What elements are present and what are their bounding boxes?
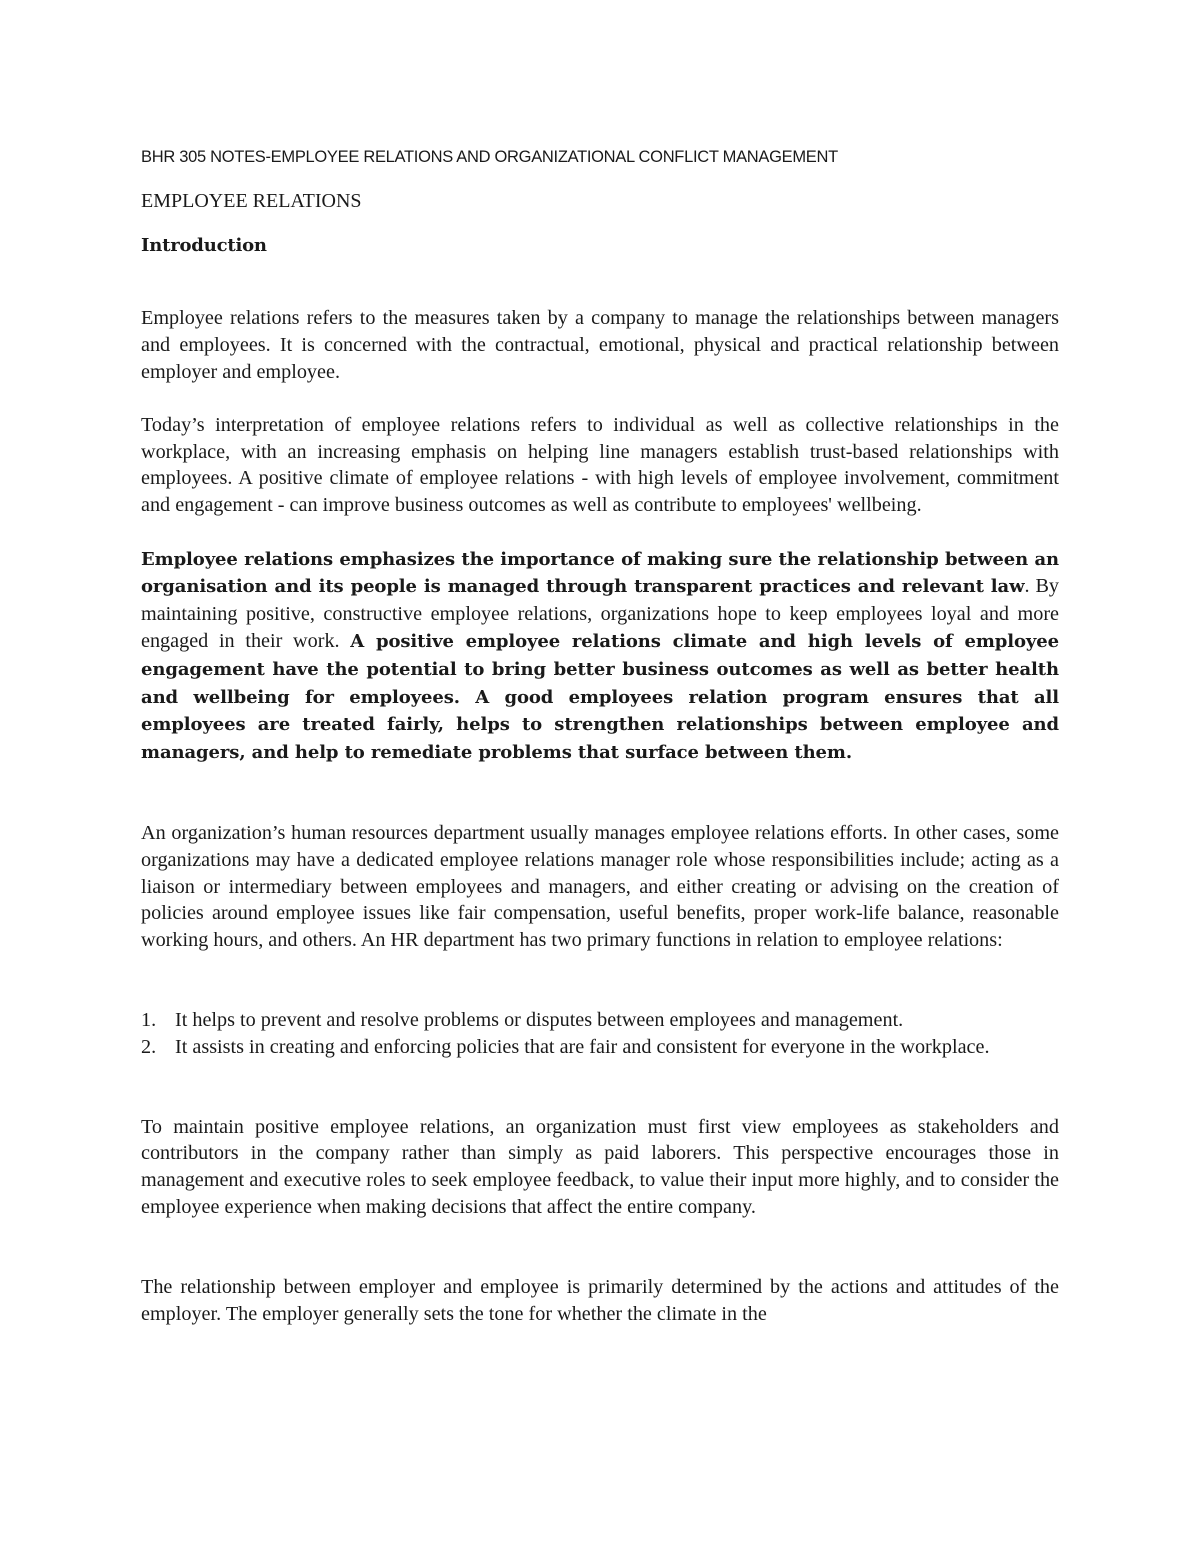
paragraph-6: The relationship between employer and employee is primarily determined by the actions and attitudes of the employer. The employer generally sets the tone for whether the climate in the (141, 1275, 1059, 1325)
paragraph-1: Employee relations refers to the measures taken by a company to manage the relationships between managers and employees. It is concerned with the contractual, emotional, physical and practical relationship between employer and employee. (141, 307, 1059, 383)
course-title: BHR 305 NOTES-EMPLOYEE RELATIONS AND ORGANIZATIONAL CONFLICT MANAGEMENT (141, 148, 838, 166)
paragraph-4: An organization’s human resources department usually manages employee relations efforts. In other cases, some organizations may have a dedicated employee relations manager role whose responsibilities include; acting as a liaison or intermediary between employees and managers, and either creating or advising on the creation of policies around employee issues like fair compensation, useful benefits, proper work-life balance, reasonable working hours, and others. An HR department has two primary functions in relation to employee relations: (141, 821, 1059, 952)
paragraph-3-normal-1: . By maintaining positive, constructive employee relations, organizations hope to keep employees loyal and more engaged in their work. (141, 575, 1060, 652)
document-body (141, 305, 1059, 1327)
list-item-text: It assists in creating and enforcing policies that are fair and consistent for everyone in the workplace. (175, 1035, 990, 1058)
functions-list (141, 1007, 1059, 1061)
section-heading: EMPLOYEE RELATIONS (141, 190, 362, 212)
sub-heading: Introduction (141, 235, 267, 256)
paragraph-5: To maintain positive employee relations, an organization must first view employees as stakeholders and contributors in the company rather than simply as paid laborers. This perspective encourages those in management and executive roles to seek employee feedback, to value their input more highly, and to consider the employee experience when making decisions that affect the entire company. (141, 1115, 1059, 1218)
list-item (141, 1007, 1059, 1034)
paragraph-3-bold-1: Employee relations emphasizes the importance of making sure the relationship between an organisation and its people is managed through transparent practices and relevant law (141, 548, 1059, 598)
list-item-text: It helps to prevent and resolve problems or disputes between employees and management. (175, 1008, 904, 1031)
paragraph-3-bold-2: A positive employee relations climate and high levels of employee engagement have the potential to bring better business outcomes as well as better health and wellbeing for employees. A good employees relation program ensures that all employees are treated fairly, helps to strengthen relationships between employee and managers, and help to remediate problems that surface between them. (141, 630, 1059, 764)
paragraph-2: Today’s interpretation of employee relations refers to individual as well as collective relationships in the workplace, with an increasing emphasis on helping line managers establish trust-based relationships with employees. A positive climate of employee relations - with high levels of employee involvement, commitment and engagement - can improve business outcomes as well as contribute to employees' wellbeing. (141, 413, 1059, 517)
list-item-number: 1. (141, 1008, 157, 1031)
list-item (141, 1034, 1059, 1061)
list-item-number: 2. (141, 1035, 157, 1058)
paragraph-3 (141, 546, 1059, 767)
